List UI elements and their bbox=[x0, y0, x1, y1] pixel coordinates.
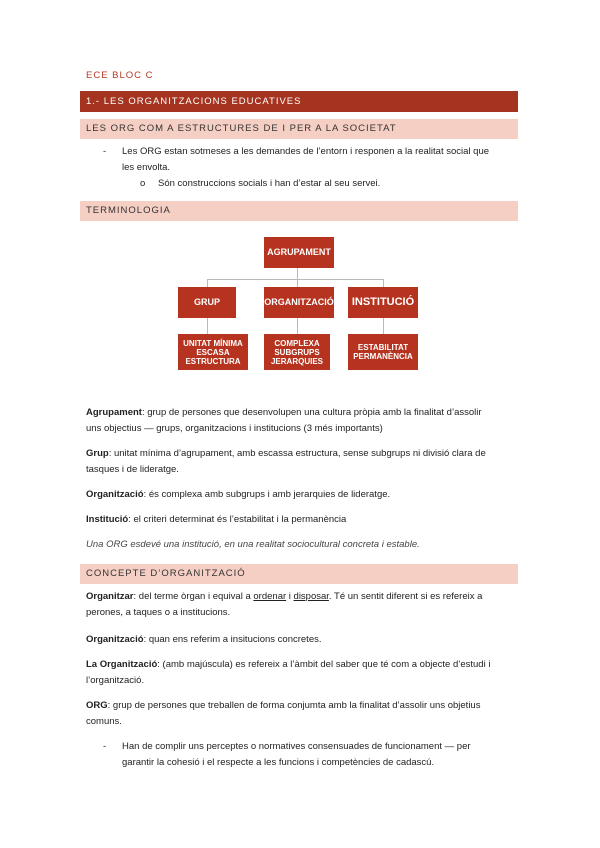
definition: : el criteri determinat és l’estabilitat i la permanència bbox=[128, 514, 347, 525]
la-organitzacio-line1 bbox=[86, 657, 490, 673]
def-grup-line1 bbox=[86, 446, 486, 462]
bullet-marker: - bbox=[103, 741, 107, 752]
connector bbox=[207, 318, 208, 334]
term: Institució bbox=[86, 514, 129, 525]
node-agrupament: AGRUPAMENT bbox=[264, 237, 334, 268]
terminologia-title: TERMINOLOGIA bbox=[80, 201, 518, 221]
connector bbox=[207, 279, 383, 280]
term: Organització bbox=[86, 489, 144, 500]
term: Grup bbox=[86, 448, 109, 459]
detail-organitzacio bbox=[264, 334, 330, 370]
def-agrupament-line2: uns objectius — grups, organitzacions i institucions (3 més importants) bbox=[86, 423, 383, 434]
term: Organització bbox=[86, 634, 144, 645]
connector bbox=[383, 279, 384, 287]
terminologia-note: Una ORG esdevé una institució, en una realitat sociocultural concreta i estable. bbox=[86, 539, 420, 550]
detail-line: PERMANÈNCIA bbox=[353, 352, 413, 361]
node-grup: GRUP bbox=[178, 287, 236, 318]
definition: . Té un sentit diferent si es refereix a bbox=[328, 591, 483, 602]
org-def-line2: comuns. bbox=[86, 716, 122, 727]
connector bbox=[297, 318, 298, 334]
definition: : (amb majúscula) es refereix a l’àmbit del saber que té com a objecte d’estudi i bbox=[157, 659, 491, 670]
definition: : quan ens referim a insitucions concretes. bbox=[143, 634, 322, 645]
org-def-line1 bbox=[86, 698, 480, 714]
connector bbox=[297, 279, 298, 287]
def-institucio bbox=[86, 512, 346, 528]
bullet-marker: - bbox=[103, 146, 107, 157]
detail-line: UNITAT MÍNIMA bbox=[183, 338, 243, 348]
underlined-word: disposar bbox=[293, 591, 329, 602]
detail-line: ESCASA bbox=[196, 347, 230, 357]
detail-grup bbox=[178, 334, 248, 370]
course-label: ECE BLOC C bbox=[86, 70, 154, 81]
detail-line: COMPLEXA bbox=[274, 338, 320, 348]
connector bbox=[297, 268, 298, 279]
term: Organitzar bbox=[86, 591, 134, 602]
node-institucio: INSTITUCIÓ bbox=[348, 287, 418, 318]
node-organitzacio: ORGANITZACIÓ bbox=[264, 287, 334, 318]
term: ORG bbox=[86, 700, 108, 711]
sub-bullet-text: Són construccions socials i han d’estar al seu servei. bbox=[158, 178, 381, 189]
def-agrupament-line1 bbox=[86, 405, 482, 421]
concepte-title: CONCEPTE D’ORGANITZACIÓ bbox=[80, 564, 518, 584]
organitzar-line2: perones, a taques o a institucions. bbox=[86, 607, 231, 618]
detail-line: ESTRUCTURA bbox=[185, 356, 241, 366]
connector bbox=[383, 318, 384, 334]
definition: i bbox=[286, 591, 294, 602]
definition: : del terme òrgan i equival a bbox=[133, 591, 254, 602]
organitzar-line1 bbox=[86, 589, 482, 605]
def-grup-line2: tasques i de lideratge. bbox=[86, 464, 179, 475]
bullet-text-line2: les envolta. bbox=[122, 162, 171, 173]
subsection-title: LES ORG COM A ESTRUCTURES DE I PER A LA SOCIETAT bbox=[80, 119, 518, 139]
detail-institucio bbox=[348, 334, 418, 370]
connector bbox=[207, 279, 208, 287]
bullet-text-line2: garantir la cohesió i el respecte a les funcions i competències de cadascú. bbox=[122, 757, 435, 768]
organitzacio-def bbox=[86, 632, 322, 648]
definition: : és complexa amb subgrups i amb jerarquies de lideratge. bbox=[143, 489, 391, 500]
term: La Organització bbox=[86, 659, 158, 670]
la-organitzacio-line2: l’organització. bbox=[86, 675, 145, 686]
definition: : grup de persones que treballen de forma conjumta amb la finalitat d’assolir uns objetius bbox=[107, 700, 481, 711]
section-title: 1.- LES ORGANITZACIONS EDUCATIVES bbox=[80, 91, 518, 112]
detail-line: JERARQUIES bbox=[270, 356, 323, 366]
detail-line: SUBGRUPS bbox=[274, 347, 320, 357]
detail-line: ESTABILITAT bbox=[357, 343, 409, 352]
underlined-word: ordenar bbox=[253, 591, 287, 602]
term: Agrupament bbox=[86, 407, 142, 418]
sub-bullet-marker: o bbox=[140, 178, 146, 189]
bullet-text-line1: Han de complir uns perceptes o normatives consensuades de funcionament — per bbox=[122, 741, 471, 752]
definition: : unitat mínima d’agrupament, amb escassa estructura, sense subgrups ni divisió clara de bbox=[108, 448, 486, 459]
bullet-text-line1: Les ORG estan sotmeses a les demandes de l’entorn i responen a la realitat social que bbox=[122, 146, 490, 157]
definition: : grup de persones que desenvolupen una cultura pròpia amb la finalitat d’assolir bbox=[141, 407, 482, 418]
def-organitzacio bbox=[86, 487, 390, 503]
